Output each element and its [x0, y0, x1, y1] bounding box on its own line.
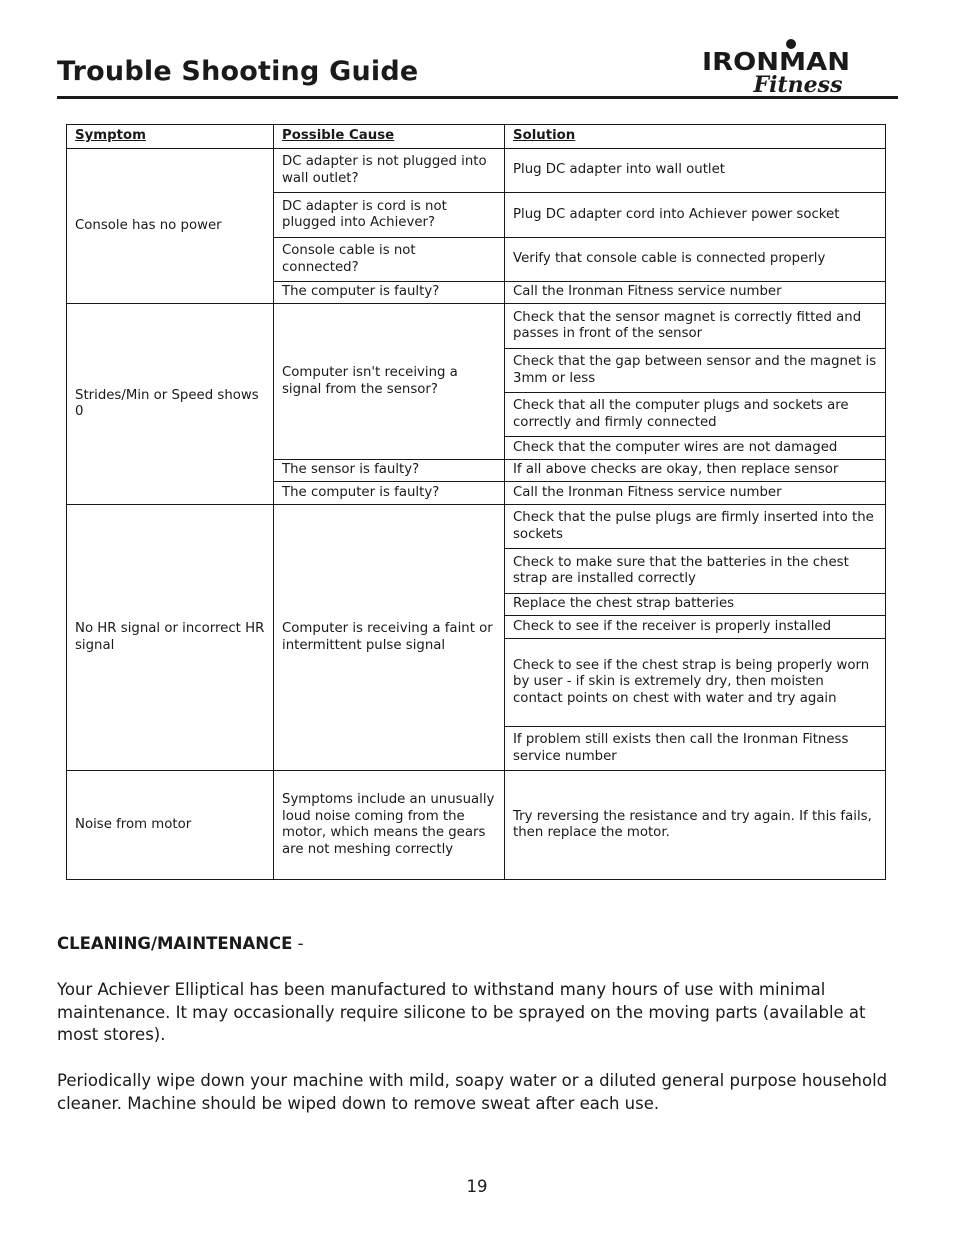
solution-cell: Verify that console cable is connected properly: [505, 238, 886, 282]
page-number: 19: [466, 1177, 488, 1196]
header-possible-cause: Possible Cause: [274, 125, 505, 149]
cleaning-heading-text: CLEANING/MAINTENANCE: [57, 934, 293, 953]
solution-cell: Call the Ironman Fitness service number: [505, 282, 886, 304]
solution-cell: Check that all the computer plugs and sockets are correctly and firmly connected: [505, 393, 886, 437]
title-rule: [57, 96, 898, 99]
solution-cell: Try reversing the resistance and try again. If this fails, then replace the motor.: [505, 771, 886, 880]
cleaning-paragraph-2: Periodically wipe down your machine with mild, soapy water or a diluted general purpose household cleaner. Machine should be wiped down to remove sweat after each use.: [57, 1071, 888, 1113]
cause-cell: The sensor is faulty?: [274, 460, 505, 482]
solution-cell: Check that the gap between sensor and the magnet is 3mm or less: [505, 349, 886, 393]
solution-cell: Check to see if the receiver is properly installed: [505, 616, 886, 639]
table-row: [67, 505, 886, 549]
cleaning-heading-dash: -: [292, 934, 304, 953]
header-solution: Solution: [505, 125, 886, 149]
solution-cell: Call the Ironman Fitness service number: [505, 482, 886, 505]
page-title: Trouble Shooting Guide: [57, 56, 419, 87]
solution-cell: Check that the computer wires are not damaged: [505, 437, 886, 460]
logo-bottom-text: Fitness: [753, 72, 843, 96]
solution-cell: If all above checks are okay, then replace sensor: [505, 460, 886, 482]
solution-cell: Check to make sure that the batteries in the chest strap are installed correctly: [505, 549, 886, 594]
cause-cell: DC adapter is cord is not plugged into Achiever?: [274, 193, 505, 238]
solution-cell: Plug DC adapter cord into Achiever power socket: [505, 193, 886, 238]
solution-cell: Check that the sensor magnet is correctly fitted and passes in front of the sensor: [505, 304, 886, 349]
cause-cell: Computer isn't receiving a signal from the sensor?: [274, 304, 505, 460]
solution-cell: If problem still exists then call the Ironman Fitness service number: [505, 727, 886, 771]
table-header-row: [67, 125, 886, 149]
cleaning-paragraph-1: Your Achiever Elliptical has been manufactured to withstand many hours of use with minimal maintenance. It may occasionally require silicone to be sprayed on the moving parts (available at most stores).: [57, 980, 866, 1044]
solution-cell: Replace the chest strap batteries: [505, 594, 886, 616]
cause-cell: DC adapter is not plugged into wall outlet?: [274, 149, 505, 193]
header-symptom: Symptom: [67, 125, 274, 149]
cause-cell: The computer is faulty?: [274, 482, 505, 505]
cause-cell: Computer is receiving a faint or intermittent pulse signal: [274, 505, 505, 771]
solution-cell: Check to see if the chest strap is being properly worn by user - if skin is extremely dry, then moisten contact points on chest with water and try again: [505, 639, 886, 727]
solution-cell: Plug DC adapter into wall outlet: [505, 149, 886, 193]
cause-cell: Console cable is not connected?: [274, 238, 505, 282]
solution-cell: Check that the pulse plugs are firmly inserted into the sockets: [505, 505, 886, 549]
table-row: [67, 304, 886, 349]
symptom-cell: Noise from motor: [67, 771, 274, 880]
symptom-cell: No HR signal or incorrect HR signal: [67, 505, 274, 771]
logo-top-text: IRONMAN: [702, 47, 850, 76]
table-row: [67, 771, 886, 880]
troubleshooting-table: [66, 124, 886, 880]
symptom-cell: Strides/Min or Speed shows 0: [67, 304, 274, 505]
symptom-cell: Console has no power: [67, 149, 274, 304]
cleaning-heading: [57, 934, 304, 953]
cause-cell: Symptoms include an unusually loud noise coming from the motor, which means the gears are not meshing correctly: [274, 771, 505, 880]
table-row: [67, 149, 886, 193]
cause-cell: The computer is faulty?: [274, 282, 505, 304]
ironman-fitness-logo: [700, 38, 852, 96]
